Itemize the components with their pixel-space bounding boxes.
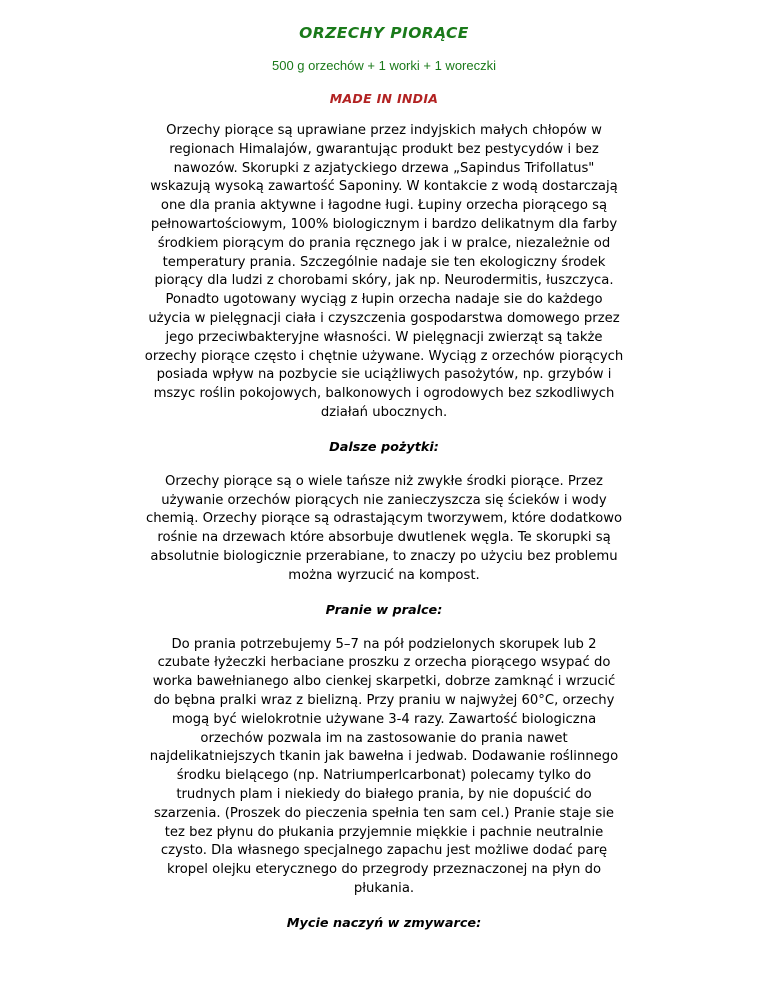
benefits-heading: Dalsze pożytki: (329, 439, 439, 455)
washing-paragraph: Do prania potrzebujemy 5–7 na pół podzielonych skorupek lub 2 czubate łyżeczki herbaciane proszku z orzecha piorącego wsypać do worka bawełnianego albo cienkej skarpetki, dobrze zamknąć i wrzucić do bębna pralki wraz z bielizną. Przy praniu w najwyżej 60°C, orzechy mogą być wielokrotnie używane 3-4 razy. Zawartość biologiczna orzechów pozwala im na zastosowanie do prania nawet najdelikatniejszych tkanin jak bawełna i jedwab. Dodawanie roślinnego środku bielącego (np. Natriumperlcarbonat) polecamy tylko do trudnych plam i niekiedy do białego prania, by nie dopuścić do szarzenia. (Proszek do pieczenia spełnia ten sam cel.) Pranie staje sie tez bez płynu do płukania przyjemnie miękkie i pachnie neutralnie czysto. Dla własnego specjalnego zapachu jest możliwe dodać parę kropel olejku eterycznego do przegrody przeznaczonej na płyn do płukania. (149, 636, 619, 896)
document-subtitle: 500 g orzechów + 1 worki + 1 woreczki (272, 58, 496, 73)
benefits-paragraph: Orzechy piorące są o wiele tańsze niż zwykłe środki piorące. Przez używanie orzechów piorących nie zanieczyszcza się ścieków i wody chemią. Orzechy piorące są odrastającym tworzywem, które dodatkowo rośnie na drzewach które absorbuje dwutlenek węgla. Te skorupki są absolutnie biologicznie przerabiane, to znaczy po użyciu bez problemu można wyrzucić na kompost. (145, 473, 623, 583)
document-title: ORZECHY PIORĄCE (299, 24, 469, 42)
intro-paragraph: Orzechy piorące są uprawiane przez indyjskich małych chłopów w regionach Himalajów, gwarantując produkt bez pestycydów i bez nawozów. Skorupki z azjatyckiego drzewa „Sapindus Trifollatus" wskazują wysoką zawartość Saponiny. W kontakcie z wodą dostarczają one dla prania aktywne i łagodne ługi. Łupiny orzecha piorącego są pełnowartościowym, 100% biologicznym i bardzo delikatnym dla farby środkiem piorącym do prania ręcznego jak i w pralce, niezależnie od temperatury prania. Szczególnie nadaje sie ten ekologiczny środek piorący dla ludzi z chorobami skóry, jak np. Neurodermitis, łuszczyca. Ponadto ugotowany wyciąg z łupin orzecha nadaje sie do każdego użycia w pielęgnacji ciała i czyszczenia gospodarstwa domowego przez jego przeciwbakteryjne własności. W pielęgnacji zwierząt są także orzechy piorące często i chętnie używane. Wyciąg z orzechów piorących posiada wpływ na pozbycie sie uciążliwych pasożytów, np. grzybów i mszyc roślin pokojowych, balkonowych i ogrodowych bez szkodliwych działań ubocznych. (144, 123, 624, 420)
document-page (90, 22, 678, 949)
origin-label: MADE IN INDIA (329, 91, 439, 106)
dishes-heading: Mycie naczyń w zmywarce: (286, 915, 482, 931)
washing-heading: Pranie w pralce: (325, 602, 443, 618)
